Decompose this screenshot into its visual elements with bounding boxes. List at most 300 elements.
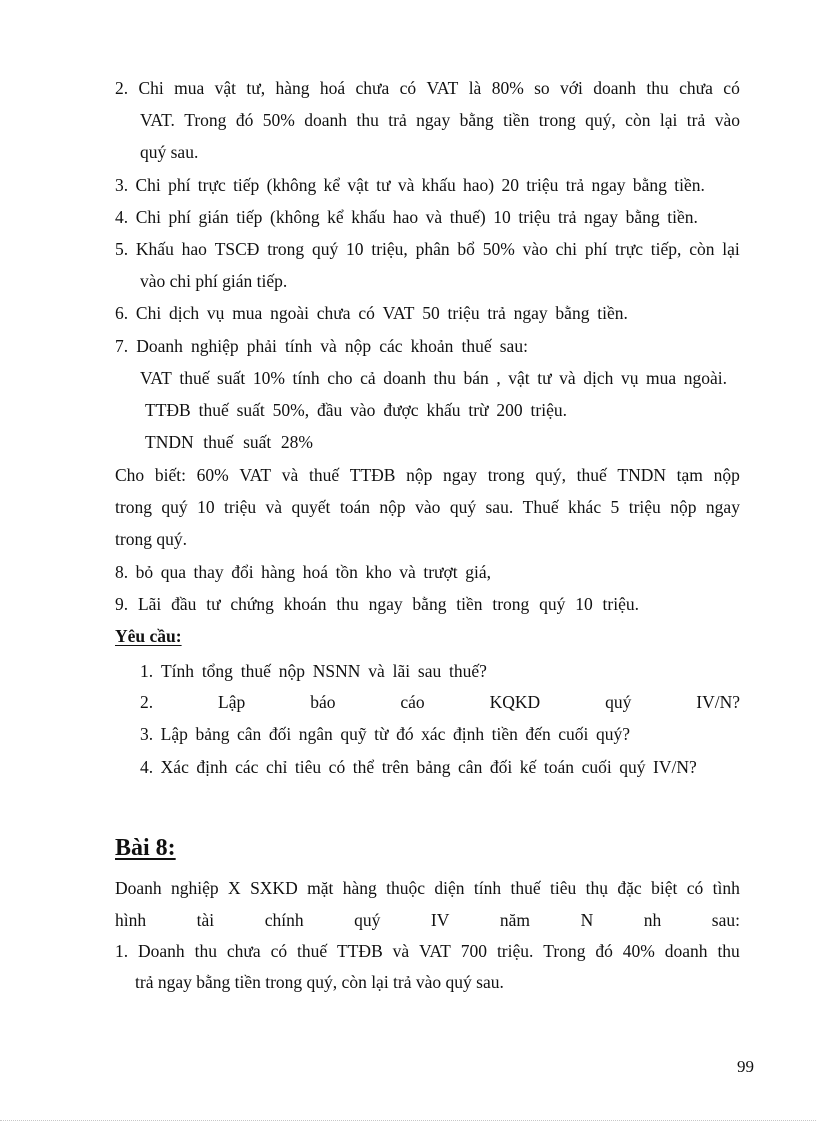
word: 8.	[115, 562, 129, 582]
word: xác	[421, 724, 446, 744]
word: dịch	[168, 303, 200, 323]
word: nh	[643, 910, 662, 930]
word: phân	[415, 239, 450, 259]
word: chưa	[316, 303, 351, 323]
word: quý	[449, 497, 477, 517]
word: đầu	[317, 400, 343, 420]
word: cân	[458, 757, 483, 777]
word: trong	[487, 465, 525, 485]
word: Chi	[138, 78, 164, 98]
word: có	[399, 78, 417, 98]
requirement-4	[140, 755, 697, 779]
word: VAT	[239, 465, 272, 485]
word: tư	[537, 368, 552, 388]
word: chi	[555, 239, 578, 259]
word: 50	[422, 303, 440, 323]
word: Lập	[218, 692, 246, 712]
word: thu	[336, 594, 359, 614]
word: triệu	[518, 207, 551, 227]
word: còn	[689, 239, 715, 259]
word: 6.	[115, 303, 129, 323]
word: vụ	[206, 303, 225, 323]
word: bằng	[459, 110, 494, 130]
word: có	[270, 941, 288, 961]
word: kể	[323, 175, 341, 195]
requirement-1	[140, 659, 487, 683]
word: bảng	[195, 724, 230, 744]
word: 60%	[196, 465, 229, 485]
word: qua	[160, 562, 186, 582]
word: triệu	[628, 497, 661, 517]
word: 20	[501, 175, 519, 195]
word: (không	[270, 207, 320, 227]
word: triệu.	[602, 594, 639, 614]
word: chính	[264, 910, 304, 930]
word: còn	[625, 110, 651, 130]
word: diện	[434, 878, 465, 898]
word: hàng	[275, 78, 310, 98]
word: 10%	[252, 368, 285, 388]
word: 2.	[140, 692, 154, 712]
word: thu	[433, 368, 456, 388]
word: biết:	[154, 465, 186, 485]
word: SXKD	[250, 878, 298, 898]
word: Thuế	[522, 497, 559, 517]
word: và	[559, 368, 576, 388]
word: bằng	[555, 303, 590, 323]
word: ngay	[591, 175, 626, 195]
word: IV	[430, 910, 450, 930]
word: triệu	[224, 497, 257, 517]
word: ngoài	[270, 303, 309, 323]
word: Tính	[160, 661, 194, 681]
word: hình	[115, 910, 147, 930]
word: dịch	[583, 368, 614, 388]
word: quý	[311, 239, 339, 259]
requirement-2	[140, 690, 740, 714]
word: TTĐB	[337, 941, 383, 961]
word: toán	[543, 757, 575, 777]
word: triệu.	[496, 941, 534, 961]
bai8-intro-line-1	[115, 876, 740, 900]
word: tính	[473, 878, 502, 898]
word: tiền	[491, 724, 518, 744]
word: đó	[396, 724, 414, 744]
word: 200	[496, 400, 523, 420]
word: doanh	[664, 941, 708, 961]
word: và	[368, 661, 385, 681]
word: và	[265, 497, 283, 517]
item-7-tndn	[145, 430, 313, 454]
word: quý	[539, 594, 566, 614]
word: tư	[376, 175, 391, 195]
word: kể	[327, 207, 344, 227]
word: doanh	[383, 368, 426, 388]
word: Chi	[135, 303, 162, 323]
word: thuế	[240, 661, 271, 681]
note-line-2	[115, 495, 740, 519]
word: 1.	[140, 661, 154, 681]
word: đối	[268, 724, 292, 744]
word: nộp	[670, 497, 697, 517]
word: là	[468, 78, 482, 98]
word: TNDN	[617, 465, 667, 485]
word: TTĐB	[349, 465, 396, 485]
word: 3.	[115, 175, 129, 195]
word: và	[425, 207, 443, 227]
word: tiêu	[550, 878, 577, 898]
word: 80%	[491, 78, 524, 98]
word: khấu	[351, 207, 386, 227]
word: Trong	[184, 110, 227, 130]
word: Cho	[115, 465, 145, 485]
word: Doanh	[138, 941, 185, 961]
word: quý	[619, 757, 646, 777]
word: mua	[174, 78, 205, 98]
note-line-3: trong quý.	[115, 529, 187, 549]
word: tiền.	[674, 175, 705, 195]
word: hoá	[319, 78, 346, 98]
word: nộp	[278, 661, 305, 681]
word: có	[328, 757, 346, 777]
word: quý,	[535, 465, 566, 485]
word: thu	[356, 110, 379, 130]
word: tư,	[246, 78, 266, 98]
word: Doanh	[115, 878, 162, 898]
word: trừ	[468, 400, 489, 420]
word: ngay	[513, 303, 548, 323]
word: các	[235, 757, 259, 777]
word: triệu	[526, 175, 559, 195]
word: quỹ	[340, 724, 367, 744]
word: 4.	[115, 207, 129, 227]
word: quý	[161, 497, 188, 517]
word: chỉ	[265, 757, 288, 777]
bai8-item-1-line-2: trả ngay bằng tiền trong quý, còn lại trả vào quý sau.	[135, 972, 504, 992]
page-number: 99	[737, 1057, 754, 1076]
word: NSNN	[312, 661, 361, 681]
word: bằng	[412, 594, 447, 614]
word: vật	[214, 78, 237, 98]
word: thuế	[510, 878, 541, 898]
item-9	[115, 592, 639, 616]
word: vật	[508, 368, 530, 388]
word: quyết	[291, 497, 331, 517]
bai8-intro-line-2	[115, 908, 740, 932]
word: 50%,	[272, 400, 310, 420]
word: bỏ	[135, 562, 154, 582]
word: đến	[525, 724, 551, 744]
word: kế	[519, 757, 537, 777]
word: vụ	[620, 368, 639, 388]
word: đó	[595, 941, 613, 961]
word: chưa	[679, 78, 713, 98]
word: sau.	[485, 497, 514, 517]
word: và	[399, 562, 416, 582]
word: Chi	[135, 175, 161, 195]
word: ngoài.	[683, 368, 727, 388]
word: 50%	[482, 239, 515, 259]
word: nộp	[406, 465, 433, 485]
word: với	[560, 78, 583, 98]
word: cáo	[400, 692, 425, 712]
word: ,	[496, 368, 501, 388]
word: 1.	[115, 941, 129, 961]
word: 10	[575, 594, 593, 614]
word: thuế?	[449, 661, 487, 681]
word: thu	[194, 941, 217, 961]
word: khấu	[426, 400, 461, 420]
word: từ	[374, 724, 389, 744]
word: phí	[584, 239, 608, 259]
word: thuế)	[449, 207, 486, 227]
word: phí	[168, 175, 191, 195]
word: triệu.	[530, 400, 567, 420]
word: thuế	[179, 368, 210, 388]
word: Khấu	[135, 239, 174, 259]
word: hàng	[261, 562, 296, 582]
word: 5.	[115, 239, 129, 259]
word: có	[358, 303, 375, 323]
word: 3.	[140, 724, 154, 744]
word: trong	[267, 239, 305, 259]
word: đầu	[171, 594, 197, 614]
word: đối	[489, 757, 513, 777]
word: thuế	[576, 465, 607, 485]
word: tiêu	[294, 757, 322, 777]
word: tiếp,	[650, 239, 682, 259]
word: VAT	[419, 941, 451, 961]
word: bổ	[457, 239, 475, 259]
item-5-line-2: vào chi phí gián tiếp.	[140, 271, 288, 291]
word: và	[281, 465, 299, 485]
word: hoá	[302, 562, 329, 582]
item-3	[115, 173, 705, 197]
word: năm	[499, 910, 531, 930]
requirement-3	[140, 722, 630, 746]
item-8	[115, 560, 491, 584]
word: trả	[388, 110, 407, 130]
word: 700	[460, 941, 488, 961]
word: chưa	[355, 78, 390, 98]
word: doanh	[304, 110, 348, 130]
word: biệt	[651, 878, 678, 898]
word: thuế	[461, 336, 492, 356]
word: VAT.	[140, 110, 175, 130]
word: trả	[686, 110, 706, 130]
requirements-heading: Yêu cầu:	[115, 626, 182, 646]
word: nộp	[379, 497, 406, 517]
word: hao	[392, 207, 419, 227]
bai8-item-1-line-1	[115, 939, 740, 963]
word: thuế	[308, 465, 340, 485]
word: các	[379, 336, 403, 356]
word: bảng	[416, 757, 451, 777]
word: 5	[610, 497, 620, 517]
word: 9.	[115, 594, 129, 614]
word: lãi	[392, 661, 411, 681]
word: ngay	[416, 110, 451, 130]
exercise-title: Bài 8:	[115, 835, 176, 861]
word: đặc	[617, 878, 642, 898]
word: tồn	[335, 562, 358, 582]
word: suất	[217, 368, 246, 388]
word: thụ	[585, 878, 609, 898]
footer-divider	[0, 1120, 816, 1121]
word: khác	[568, 497, 602, 517]
word: thay	[193, 562, 224, 582]
word: VAT	[382, 303, 415, 323]
word: tiếp	[233, 175, 260, 195]
word: 50%	[262, 110, 295, 130]
word: mặt	[307, 878, 334, 898]
word: tiền.	[667, 207, 698, 227]
word: có	[686, 878, 704, 898]
word: cả	[360, 368, 376, 388]
word: đó	[235, 110, 254, 130]
word: trong	[492, 594, 530, 614]
word: sau:	[499, 336, 528, 356]
word: nghiệp	[171, 878, 219, 898]
word: gián	[198, 207, 229, 227]
word: thu	[717, 941, 740, 961]
word: KQKD	[489, 692, 541, 712]
word: vào	[415, 497, 441, 517]
word: sau:	[711, 910, 740, 930]
word: phí	[168, 207, 191, 227]
word: vào	[522, 239, 548, 259]
word: và	[397, 175, 415, 195]
word: trực	[197, 175, 226, 195]
word: bán	[463, 368, 489, 388]
word: cuối	[558, 724, 589, 744]
word: Lập	[160, 724, 188, 744]
word: tạm	[676, 465, 703, 485]
word: có	[723, 78, 740, 98]
word: trả	[565, 175, 585, 195]
word: tiếp	[236, 207, 263, 227]
word: thuế	[297, 941, 328, 961]
item-2-line-1	[115, 76, 740, 100]
word: chứng	[230, 594, 274, 614]
word: và	[392, 941, 410, 961]
item-6	[115, 301, 628, 325]
word: mua	[232, 303, 263, 323]
word: doanh	[593, 78, 637, 98]
word: sau	[417, 661, 442, 681]
word: nộp	[713, 465, 740, 485]
word: khoản	[410, 336, 454, 356]
word: nghiệp	[190, 336, 239, 356]
word: đổi	[231, 562, 254, 582]
word: khấu	[421, 175, 456, 195]
word: bằng	[632, 175, 667, 195]
word: 10	[346, 239, 364, 259]
word: quý,	[585, 110, 616, 130]
item-2-line-2	[140, 108, 740, 132]
word: tổng	[201, 661, 233, 681]
word: tiền.	[597, 303, 628, 323]
word: tài	[196, 910, 215, 930]
word: X	[228, 878, 241, 898]
word: và	[320, 336, 337, 356]
word: TNDN	[145, 432, 194, 452]
word: thể	[352, 757, 375, 777]
word: nộp	[344, 336, 372, 356]
word: trực	[615, 239, 643, 259]
word: ngay	[443, 465, 478, 485]
word: Trong	[543, 941, 586, 961]
word: định	[196, 757, 228, 777]
word: quý?	[595, 724, 630, 744]
word: được	[383, 400, 419, 420]
word: tính	[284, 336, 313, 356]
word: 28%	[280, 432, 313, 452]
word: tiền	[503, 110, 530, 130]
word: tình	[712, 878, 740, 898]
word: ngay	[368, 594, 403, 614]
word: (không	[266, 175, 317, 195]
word: thuế	[203, 432, 234, 452]
word: tiền	[456, 594, 483, 614]
word: vào	[350, 400, 376, 420]
word: ngân	[298, 724, 333, 744]
word: báo	[310, 692, 336, 712]
word: triệu,	[371, 239, 408, 259]
word: phải	[246, 336, 277, 356]
word: TTĐB	[145, 400, 191, 420]
word: tính	[292, 368, 320, 388]
word: Doanh	[136, 336, 183, 356]
word: 7.	[115, 336, 129, 356]
item-7-vat	[140, 366, 727, 390]
word: trong	[115, 497, 152, 517]
note-line-1	[115, 463, 740, 487]
word: VAT	[426, 78, 459, 98]
word: thu	[646, 78, 669, 98]
word: 40%	[622, 941, 655, 961]
word: cho	[327, 368, 353, 388]
word: ngay	[584, 207, 619, 227]
word: cuối	[581, 757, 612, 777]
word: 10	[197, 497, 215, 517]
item-7-line-1	[115, 334, 528, 358]
word: 4.	[140, 757, 154, 777]
word: mua	[646, 368, 677, 388]
word: định	[452, 724, 485, 744]
word: thuế	[198, 400, 229, 420]
word: trượt	[423, 562, 458, 582]
word: khoán	[283, 594, 327, 614]
word: Xác	[160, 757, 189, 777]
item-5-line-1	[115, 237, 740, 261]
word: chưa	[226, 941, 261, 961]
word: kho	[365, 562, 392, 582]
word: tư	[206, 594, 221, 614]
word: quý	[354, 910, 381, 930]
word: lại	[722, 239, 740, 259]
word: toán	[339, 497, 370, 517]
word: TSCĐ	[214, 239, 260, 259]
item-2-line-3: quý sau.	[140, 142, 199, 162]
word: so	[534, 78, 550, 98]
word: hao	[181, 239, 207, 259]
word: quý	[605, 692, 632, 712]
word: vào	[714, 110, 740, 130]
word: bằng	[625, 207, 660, 227]
word: trên	[381, 757, 409, 777]
word: suất	[236, 400, 265, 420]
